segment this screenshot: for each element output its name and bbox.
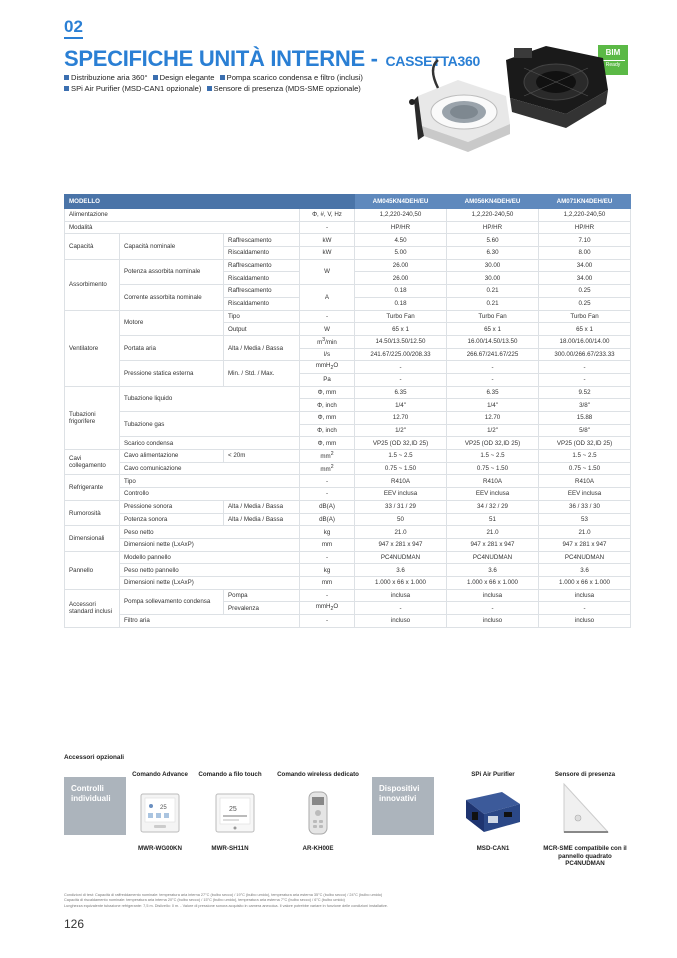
spec-group-label: Dimensionali xyxy=(65,526,120,551)
bullet-square-icon xyxy=(64,86,69,91)
spec-unit: W xyxy=(300,323,355,336)
wireless-remote-image xyxy=(306,791,330,835)
spec-unit: $m^3/\min$ xyxy=(300,335,355,348)
spec-value: HP/HR xyxy=(447,221,539,234)
table-row xyxy=(65,513,631,526)
spec-label: Cavo alimentazione xyxy=(120,450,224,463)
spec-label: Peso netto pannello xyxy=(120,564,300,577)
spec-value: inclusa xyxy=(539,589,631,602)
table-row xyxy=(65,475,631,488)
spec-unit: Φ, mm xyxy=(300,437,355,450)
spec-value: incluso xyxy=(355,615,447,628)
spec-value: 34.00 xyxy=(539,272,631,285)
spec-value: 7.10 xyxy=(539,234,631,247)
spec-value: 1,2,220-240,50 xyxy=(447,209,539,222)
spec-value: incluso xyxy=(539,615,631,628)
spec-value: 30.00 xyxy=(447,272,539,285)
spec-value: - xyxy=(447,373,539,386)
spec-value: Turbo Fan xyxy=(539,310,631,323)
spec-value: 0.25 xyxy=(539,297,631,310)
spec-value: 0.18 xyxy=(355,285,447,298)
spec-value: - xyxy=(355,602,447,615)
spec-value: 1/4" xyxy=(447,399,539,412)
table-row xyxy=(65,437,631,450)
spec-value: PC4NUDMAN xyxy=(447,551,539,564)
advance-screen-temp: 25 xyxy=(160,805,167,811)
spec-unit: kg xyxy=(300,526,355,539)
accessory-model: MWR-SH11N xyxy=(211,845,249,852)
page-title-main: SPECIFICHE UNITÀ INTERNE - xyxy=(64,46,378,71)
spec-label: Potenza sonora xyxy=(120,513,224,526)
spec-value: 15.88 xyxy=(539,412,631,425)
spec-unit: - xyxy=(300,488,355,501)
accessory-label: Comando wireless dedicato xyxy=(277,771,359,778)
spec-group-label: Accessori standard inclusi xyxy=(65,589,120,627)
spec-value: 1.000 x 66 x 1.000 xyxy=(447,576,539,589)
spec-value: 0.75 ~ 1.50 xyxy=(355,462,447,475)
spec-value: inclusa xyxy=(447,589,539,602)
spec-label: Modalità xyxy=(65,221,300,234)
spec-condition: Alta / Media / Bassa xyxy=(224,335,300,360)
spec-unit: Φ, inch xyxy=(300,424,355,437)
spec-value: - xyxy=(447,602,539,615)
spec-value: 26.00 xyxy=(355,259,447,272)
presence-sensor-image xyxy=(558,780,614,838)
spec-value: 14.50/13.50/12.50 xyxy=(355,335,447,348)
footnote-line: Condizioni di test: Capacità di raffreddamento nominale: temperatura aria interna 27°C (bulbo secco) / 19°C (bulbo umido), temperatura aria esterna 35°C (bulbo secco) / 24°C (bulbo umido) xyxy=(64,893,383,897)
cassette-unit-black xyxy=(506,46,608,128)
spec-value: - xyxy=(355,373,447,386)
table-row xyxy=(65,500,631,513)
spec-condition: Alta / Media / Bassa xyxy=(224,513,300,526)
spec-unit: - xyxy=(300,589,355,602)
table-row xyxy=(65,221,631,234)
feature-item: Design elegante xyxy=(153,72,215,83)
spec-unit: kW xyxy=(300,234,355,247)
table-row xyxy=(65,234,631,247)
feature-item: Sensore di presenza (MDS-SME opzionale) xyxy=(207,83,361,94)
spec-value: - xyxy=(539,361,631,374)
table-row xyxy=(65,538,631,551)
spec-value: 947 x 281 x 947 xyxy=(447,538,539,551)
spec-unit: l/s xyxy=(300,348,355,361)
spec-group-label: Ventilatore xyxy=(65,310,120,386)
spec-unit: dB(A) xyxy=(300,513,355,526)
spec-value: 1.000 x 66 x 1.000 xyxy=(355,576,447,589)
spec-value: PC4NUDMAN xyxy=(355,551,447,564)
spec-label: Capacità nominale xyxy=(120,234,224,259)
spec-value: 3.6 xyxy=(539,564,631,577)
table-header-row xyxy=(65,195,631,209)
spec-label: Dimensioni nette (LxAxP) xyxy=(120,576,300,589)
table-row xyxy=(65,551,631,564)
spec-value: 8.00 xyxy=(539,247,631,260)
spec-condition: Raffrescamento xyxy=(224,259,300,272)
spec-value: 21.0 xyxy=(447,526,539,539)
spec-value: PC4NUDMAN xyxy=(539,551,631,564)
spec-value: 21.0 xyxy=(539,526,631,539)
model-header: MODELLO xyxy=(65,195,355,209)
spec-unit: mm xyxy=(300,538,355,551)
spec-unit: mmH$_2$O xyxy=(300,361,355,374)
spec-unit: kW xyxy=(300,247,355,260)
spec-value: 9.52 xyxy=(539,386,631,399)
spec-value: 12.70 xyxy=(447,412,539,425)
spec-group-label: Cavi collegamento xyxy=(65,450,120,475)
spec-value: inclusa xyxy=(355,589,447,602)
spec-value: 26.00 xyxy=(355,272,447,285)
spec-value: R410A xyxy=(539,475,631,488)
spec-unit: $mm^2$ xyxy=(300,462,355,475)
spec-unit: - xyxy=(300,615,355,628)
spec-value: 1.5 ~ 2.5 xyxy=(447,450,539,463)
spec-condition: Raffrescamento xyxy=(224,285,300,298)
spec-value: 0.75 ~ 1.50 xyxy=(447,462,539,475)
spec-value: 51 xyxy=(447,513,539,526)
spec-unit: Φ, mm xyxy=(300,386,355,399)
spec-group-label: Refrigerante xyxy=(65,475,120,500)
spec-label: Tubazione liquido xyxy=(120,386,300,411)
spec-value: EEV inclusa xyxy=(447,488,539,501)
spec-label: Controllo xyxy=(120,488,300,501)
spec-unit: W xyxy=(300,259,355,284)
spec-value: 1/4" xyxy=(355,399,447,412)
table-body xyxy=(65,209,631,628)
spec-value: 241.67/225.00/208.33 xyxy=(355,348,447,361)
bullet-square-icon xyxy=(153,75,158,80)
page-number: 126 xyxy=(64,917,85,931)
spec-value: 266.67/241.67/225 xyxy=(447,348,539,361)
spec-condition: Alta / Media / Bassa xyxy=(224,500,300,513)
spec-label: Cavo comunicazione xyxy=(120,462,300,475)
spec-unit: - xyxy=(300,221,355,234)
spec-value: 65 x 1 xyxy=(447,323,539,336)
feature-item: SPi Air Purifier (MSD-CAN1 opzionale) xyxy=(64,83,201,94)
spec-label: Pressione statica esterna xyxy=(120,361,224,386)
spec-condition: Pompa xyxy=(224,589,300,602)
advance-controller-image xyxy=(140,793,180,833)
spec-value: 1.5 ~ 2.5 xyxy=(539,450,631,463)
table-row xyxy=(65,615,631,628)
spec-group-label: Tubazioni frigorifere xyxy=(65,386,120,449)
spec-value: - xyxy=(447,361,539,374)
spec-value: 3.6 xyxy=(355,564,447,577)
spec-value: 1,2,220-240,50 xyxy=(355,209,447,222)
spec-condition: Raffrescamento xyxy=(224,234,300,247)
bullet-square-icon xyxy=(207,86,212,91)
spec-condition: Tipo xyxy=(224,310,300,323)
accessory-model: AR-KH00E xyxy=(302,845,334,852)
spec-condition: < 20m xyxy=(224,450,300,463)
spec-value: 1.5 ~ 2.5 xyxy=(355,450,447,463)
accessory-label: SPi Air Purifier xyxy=(471,771,515,778)
spec-unit: kg xyxy=(300,564,355,577)
touch-screen-temp: 25 xyxy=(229,806,237,813)
spec-value: EEV inclusa xyxy=(355,488,447,501)
spec-value: 300.00/266.67/233.33 xyxy=(539,348,631,361)
spec-value: 36 / 33 / 30 xyxy=(539,500,631,513)
footnote-line: Capacità di riscaldamento nominale: temperatura aria interna 20°C (bulbo secco) / 15°C (bulbo umido), temperatura aria esterna 7°C (bulbo secco) / 6°C (bulbo umido) xyxy=(64,898,345,903)
spec-value: - xyxy=(355,361,447,374)
table-row xyxy=(65,285,631,298)
spec-value: 65 x 1 xyxy=(355,323,447,336)
spec-label: Scarico condensa xyxy=(120,437,300,450)
spec-condition: Prevalenza xyxy=(224,602,300,615)
spec-value: 0.21 xyxy=(447,285,539,298)
spec-value: 3/8" xyxy=(539,399,631,412)
spec-value: R410A xyxy=(447,475,539,488)
spec-value: 34.00 xyxy=(539,259,631,272)
spec-value: 65 x 1 xyxy=(539,323,631,336)
spec-value: 947 x 281 x 947 xyxy=(355,538,447,551)
spec-condition: Riscaldamento xyxy=(224,297,300,310)
spec-condition: Riscaldamento xyxy=(224,272,300,285)
spec-value: 34 / 32 / 29 xyxy=(447,500,539,513)
spec-group-label: Capacità xyxy=(65,234,120,259)
footnotes xyxy=(64,893,464,909)
spec-value: 12.70 xyxy=(355,412,447,425)
spec-value: 21.0 xyxy=(355,526,447,539)
spec-value: VP25 (OD 32,ID 25) xyxy=(447,437,539,450)
accessory-model: MWR-WG00KN xyxy=(138,845,182,852)
accessories-title: Accessori opzionali xyxy=(64,754,125,761)
bim-ready-badge: BIM Ready xyxy=(598,45,628,75)
accessory-model: MCR-SME compatibile con il pannello quadrato PC4NUDMAN xyxy=(543,845,627,867)
wired-touch-controller-image xyxy=(215,793,255,833)
feature-list xyxy=(64,72,404,94)
spec-unit: Φ, inch xyxy=(300,399,355,412)
bullet-square-icon xyxy=(64,75,69,80)
spec-label: Pompa sollevamento condensa xyxy=(120,589,224,614)
controls-category-box: Controlli individuali xyxy=(64,777,126,835)
spec-value: 0.25 xyxy=(539,285,631,298)
spec-value: EEV inclusa xyxy=(539,488,631,501)
spec-unit: mm xyxy=(300,576,355,589)
accessory-label: Sensore di presenza xyxy=(554,771,616,778)
cassette-unit-white xyxy=(409,60,510,152)
spec-unit: - xyxy=(300,310,355,323)
table-row xyxy=(65,310,631,323)
feature-item: Pompa scarico condensa e filtro (inclusi) xyxy=(220,72,363,83)
spec-unit: $mm^2$ xyxy=(300,450,355,463)
table-row xyxy=(65,386,631,399)
table-row xyxy=(65,259,631,272)
table-row xyxy=(65,564,631,577)
spec-value: 0.18 xyxy=(355,297,447,310)
spec-unit: Pa xyxy=(300,373,355,386)
spec-unit: mmH$_2$O xyxy=(300,602,355,615)
table-row xyxy=(65,488,631,501)
spec-label: Modello pannello xyxy=(120,551,300,564)
spec-unit: Φ, #, V, Hz xyxy=(300,209,355,222)
table-row xyxy=(65,335,631,348)
table-row xyxy=(65,589,631,602)
spec-value: 1,2,220-240,50 xyxy=(539,209,631,222)
specifications-table xyxy=(64,194,631,628)
spec-value: 33 / 31 / 29 xyxy=(355,500,447,513)
spec-condition: Min. / Std. / Max. xyxy=(224,361,300,386)
spec-label: Dimensioni nette (LxAxP) xyxy=(120,538,300,551)
spec-unit: A xyxy=(300,285,355,310)
section-number: 02 xyxy=(64,18,83,39)
spec-value: - xyxy=(539,373,631,386)
spec-group-label: Rumorosità xyxy=(65,500,120,525)
accessory-label: Comando Advance xyxy=(132,771,188,778)
spec-value: 1/2" xyxy=(355,424,447,437)
devices-category-box: Dispositivi innovativi xyxy=(372,777,434,835)
table-row xyxy=(65,209,631,222)
spec-label: Filtro aria xyxy=(120,615,300,628)
spec-value: VP25 (OD 32,ID 25) xyxy=(355,437,447,450)
spec-value: 16.00/14.50/13.50 xyxy=(447,335,539,348)
spec-value: 5.00 xyxy=(355,247,447,260)
spec-value: Turbo Fan xyxy=(355,310,447,323)
spec-label: Pressione sonora xyxy=(120,500,224,513)
bullet-square-icon xyxy=(220,75,225,80)
spec-value: Turbo Fan xyxy=(447,310,539,323)
spec-value: HP/HR xyxy=(539,221,631,234)
spec-label: Motore xyxy=(120,310,224,335)
spec-unit: Φ, mm xyxy=(300,412,355,425)
table-row xyxy=(65,412,631,425)
spec-value: incluso xyxy=(447,615,539,628)
spec-value: - xyxy=(539,602,631,615)
spec-value: 30.00 xyxy=(447,259,539,272)
spec-value: HP/HR xyxy=(355,221,447,234)
spec-value: 5/8" xyxy=(539,424,631,437)
spec-label: Tipo xyxy=(120,475,300,488)
spec-value: 6.35 xyxy=(355,386,447,399)
spec-group-label: Assorbimento xyxy=(65,259,120,310)
spec-condition: Output xyxy=(224,323,300,336)
spec-unit: dB(A) xyxy=(300,500,355,513)
spec-value: 50 xyxy=(355,513,447,526)
spec-value: 4.50 xyxy=(355,234,447,247)
spec-label: Potenza assorbita nominale xyxy=(120,259,224,284)
spec-unit: - xyxy=(300,475,355,488)
accessory-model: MSD-CAN1 xyxy=(476,845,510,852)
spec-label: Peso netto xyxy=(120,526,300,539)
spec-unit: - xyxy=(300,551,355,564)
spec-label: Portata aria xyxy=(120,335,224,360)
spec-value: 5.60 xyxy=(447,234,539,247)
spec-value: VP25 (OD 32,ID 25) xyxy=(539,437,631,450)
accessory-label: Comando a filo touch xyxy=(198,771,262,778)
spec-value: 3.6 xyxy=(447,564,539,577)
table-row xyxy=(65,462,631,475)
footnote-line: Lunghezza equivalente tubazione refrigerante: 7,5 m. Dislivello: 0 m. - Valore di pressione sonora acquisito in camera anecoica. Il valore potrebbe variare in funzione delle condizioni installative. xyxy=(64,903,388,908)
spec-label: Corrente assorbita nominale xyxy=(120,285,224,310)
model-column-header: AM071KN4DEH/EU xyxy=(539,195,631,209)
spec-group-label: Pannello xyxy=(65,551,120,589)
spec-value: 53 xyxy=(539,513,631,526)
spec-label: Tubazione gas xyxy=(120,412,300,437)
table-row xyxy=(65,361,631,374)
feature-item: Distribuzione aria 360° xyxy=(64,72,147,83)
spec-label: Alimentazione xyxy=(65,209,300,222)
air-purifier-image xyxy=(460,786,524,838)
spec-value: 1.000 x 66 x 1.000 xyxy=(539,576,631,589)
model-column-header: AM056KN4DEH/EU xyxy=(447,195,539,209)
spec-value: 0.21 xyxy=(447,297,539,310)
spec-value: R410A xyxy=(355,475,447,488)
spec-value: 0.75 ~ 1.50 xyxy=(539,462,631,475)
table-row xyxy=(65,526,631,539)
page-subtitle: CASSETTA360 xyxy=(385,53,480,69)
spec-value: 947 x 281 x 947 xyxy=(539,538,631,551)
table-row xyxy=(65,450,631,463)
table-row xyxy=(65,576,631,589)
spec-value: 18.00/16.00/14.00 xyxy=(539,335,631,348)
cassette-unit-image xyxy=(398,38,610,170)
model-column-header: AM045KN4DEH/EU xyxy=(355,195,447,209)
spec-value: 6.30 xyxy=(447,247,539,260)
spec-value: 1/2" xyxy=(447,424,539,437)
spec-condition: Riscaldamento xyxy=(224,247,300,260)
spec-value: 6.35 xyxy=(447,386,539,399)
